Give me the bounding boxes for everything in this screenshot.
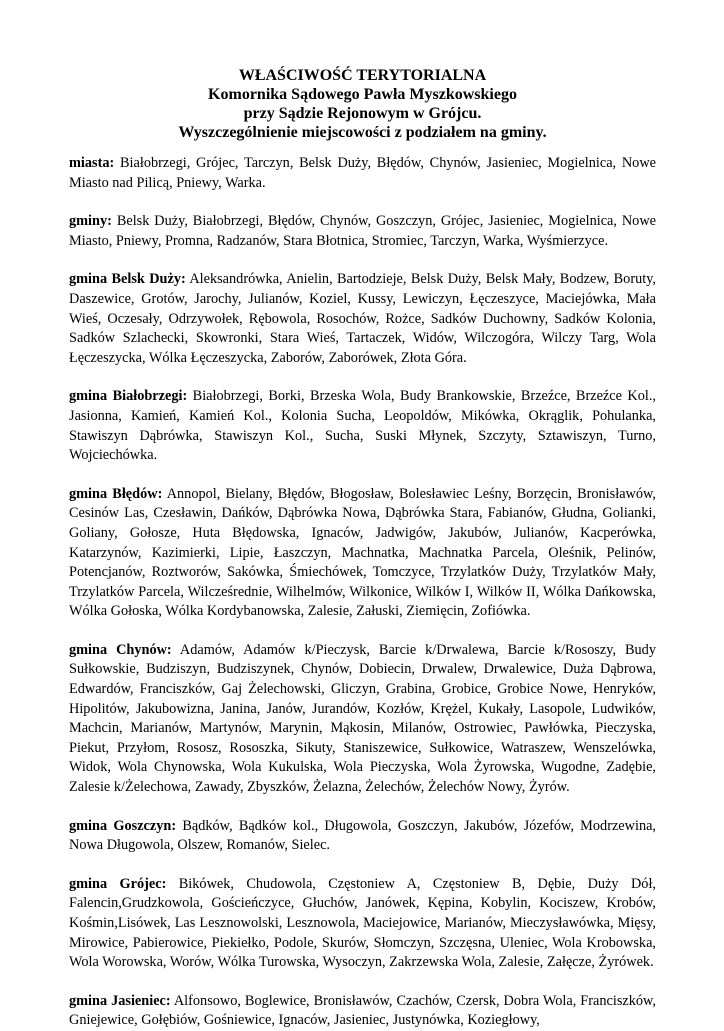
section-text: Bądków, Bądków kol., Długowola, Goszczyn, Jakubów, Józefów, Modrzewina, Nowa Długowola, Olszew, Romanów, Sielec. [69,817,657,854]
header-title: WŁAŚCIWOŚĆ TERYTORIALNA [238,67,487,84]
section-miasta [69,154,656,193]
section-gmina-bledow [69,485,656,622]
section-gminy [69,212,656,251]
section-label: gmina Chynów: [69,641,172,658]
section-label: gmina Błędów: [69,485,163,502]
section-gmina-belsk-duzy [69,270,656,368]
section-label: gmina Białobrzegi: [69,388,188,405]
section-gmina-jasieniec [69,992,656,1031]
header-subtitle: Wyszczególnienie miejscowości z podziałem na gminy. [178,124,547,141]
section-label: miasta: [69,155,115,171]
section-text: Belsk Duży, Białobrzegi, Błędów, Chynów, Goszczyn, Grójec, Jasieniec, Mogielnica, Nowe Miasto, Pniewy, Promna, Radzanów, Stara Błotnica, Stromiec, Tarczyn, Warka, Wyśmierzyce. [69,213,656,249]
section-text: Alfonsowo, Boglewice, Bronisławów, Czachów, Czersk, Dobra Wola, Franciszków, Gniejewice, Gołębiów, Gośniewice, Ignaców, Jasieniec, Justynówka, Koziegłowy, [69,992,656,1029]
section-text: Białobrzegi, Grójec, Tarczyn, Belsk Duży, Błędów, Chynów, Jasieniec, Mogielnica, Nowe Miasto nad Pilicą, Pniewy, Warka. [69,155,656,191]
section-text: Bikówek, Chudowola, Częstoniew A, Częstoniew B, Dębie, Duży Dół, Falencin,Grudzkowola, Gościeńczyce, Głuchów, Janówek, Kępina, Kobylin, Kociszew, Krobów, Kośmin,Lisówek, Las Lesznowolski, Lesznowola, Maciejowice, Marianów, Mieczysławówka, Mięsy, Mirowice, Pabierowice, Piekiełko, Podole, Skurów, Słomczyn, Szczęsna, Uleniec, Wola Krobowska, Wola Worowska, Worów, Wólka Turowska, Wysoczyn, Zakrzewska Wola, Zalesie, Załęcze, Żyrówek. [69,875,656,971]
section-text: Adamów, Adamów k/Pieczysk, Barcie k/Drwalewa, Barcie k/Rososzy, Budy Sułkowskie, Budziszyn, Budziszynek, Chynów, Dobiecin, Drwalew, Drwalewice, Duża Dąbrowa, Edwardów, Franciszków, Gaj Żelechowski, Gliczyn, Grabina, Grobice, Grobice Nowe, Henryków, Hipolitów, Jakubowizna, Janina, Janów, Jurandów, Kozłów, Krężel, Kukały, Lasopole, Ludwików, Machcin, Marianów, Martynów, Marynin, Mąkosin, Milanów, Ostrowiec, Pawłówka, Pieczyska, Piekut, Przyłom, Rososz, Rososzka, Sikuty, Staniszewice, Sułkowice, Watraszew, Wenszelówka, Widok, Wola Chynowska, Wola Kukulska, Wola Pieczyska, Wola Żyrowska, Wugodne, Zadębie, Zalesie k/Żelechowa, Zawady, Zbyszków, Żelazna, Żelechów, Żelechów Nowy, Żyrów. [69,641,656,796]
section-text: Annopol, Bielany, Błędów, Błogosław, Bolesławiec Leśny, Borzęcin, Bronisławów, Cesinów Las, Czesławin, Dańków, Dąbrówka Nowa, Dąbrówka Stara, Fabianów, Głudna, Golianki, Goliany, Gołosze, Huta Błędowska, Ignaców, Jadwigów, Jakubów, Julianów, Kacperówka, Katarzynów, Kazimierki, Lipie, Łaszczyn, Machnatka, Machnatka Parcela, Oleśnik, Pelinów, Potencjanów, Roztworów, Sakówka, Śmiechówek, Tomczyce, Trzylatków Duży, Trzylatków Mały, Trzylatków Parcela, Wilcześrednie, Wilhelmów, Wilkonice, Wilków I, Wilków II, Wólka Dańkowska, Wólka Gołoska, Wólka Kordybanowska, Zalesie, Załuski, Ziemięcin, Zofiówka. [69,485,656,620]
document-header [69,66,656,142]
header-court: przy Sądzie Rejonowym w Grójcu. [243,105,482,122]
section-text: Aleksandrówka, Anielin, Bartodzieje, Belsk Duży, Belsk Mały, Bodzew, Boruty, Daszewice, Grotów, Jarochy, Julianów, Koziel, Kussy, Lewiczyn, Łęczeszyce, Maciejówka, Mała Wieś, Oczesały, Odrzywołek, Rębowola, Rosochów, Rożce, Sadków Duchowny, Sadków Kolonia, Sadków Szlachecki, Skowronki, Stara Wieś, Tartaczek, Widów, Wilczogóra, Wilczy Targ, Wola Łęczeszycka, Wólka Łęczeszycka, Zaborów, Zaborówek, Złota Góra. [69,271,657,366]
section-label: gmina Grójec: [69,875,167,892]
section-label: gmina Goszczyn: [69,817,177,834]
section-label: gmina Belsk Duży: [69,271,186,288]
section-label: gmina Jasieniec: [69,992,171,1009]
section-gmina-grojec [69,875,656,973]
section-gmina-chynow [69,641,656,798]
header-officer: Komornika Sądowego Pawła Myszkowskiego [208,86,517,103]
section-gmina-goszczyn [69,817,656,856]
section-gmina-bialobrzegi [69,387,656,465]
section-text: Białobrzegi, Borki, Brzeska Wola, Budy Brankowskie, Brzeźce, Brzeźce Kol., Jasionna, Kamień, Kamień Kol., Kolonia Sucha, Leopoldów, Mikówka, Okrąglik, Pohulanka, Stawiszyn Dąbrówka, Stawiszyn Kol., Sucha, Suski Młynek, Szczyty, Sztawiszyn, Turno, Wojciechówka. [69,388,656,464]
section-label: gminy: [69,213,112,230]
